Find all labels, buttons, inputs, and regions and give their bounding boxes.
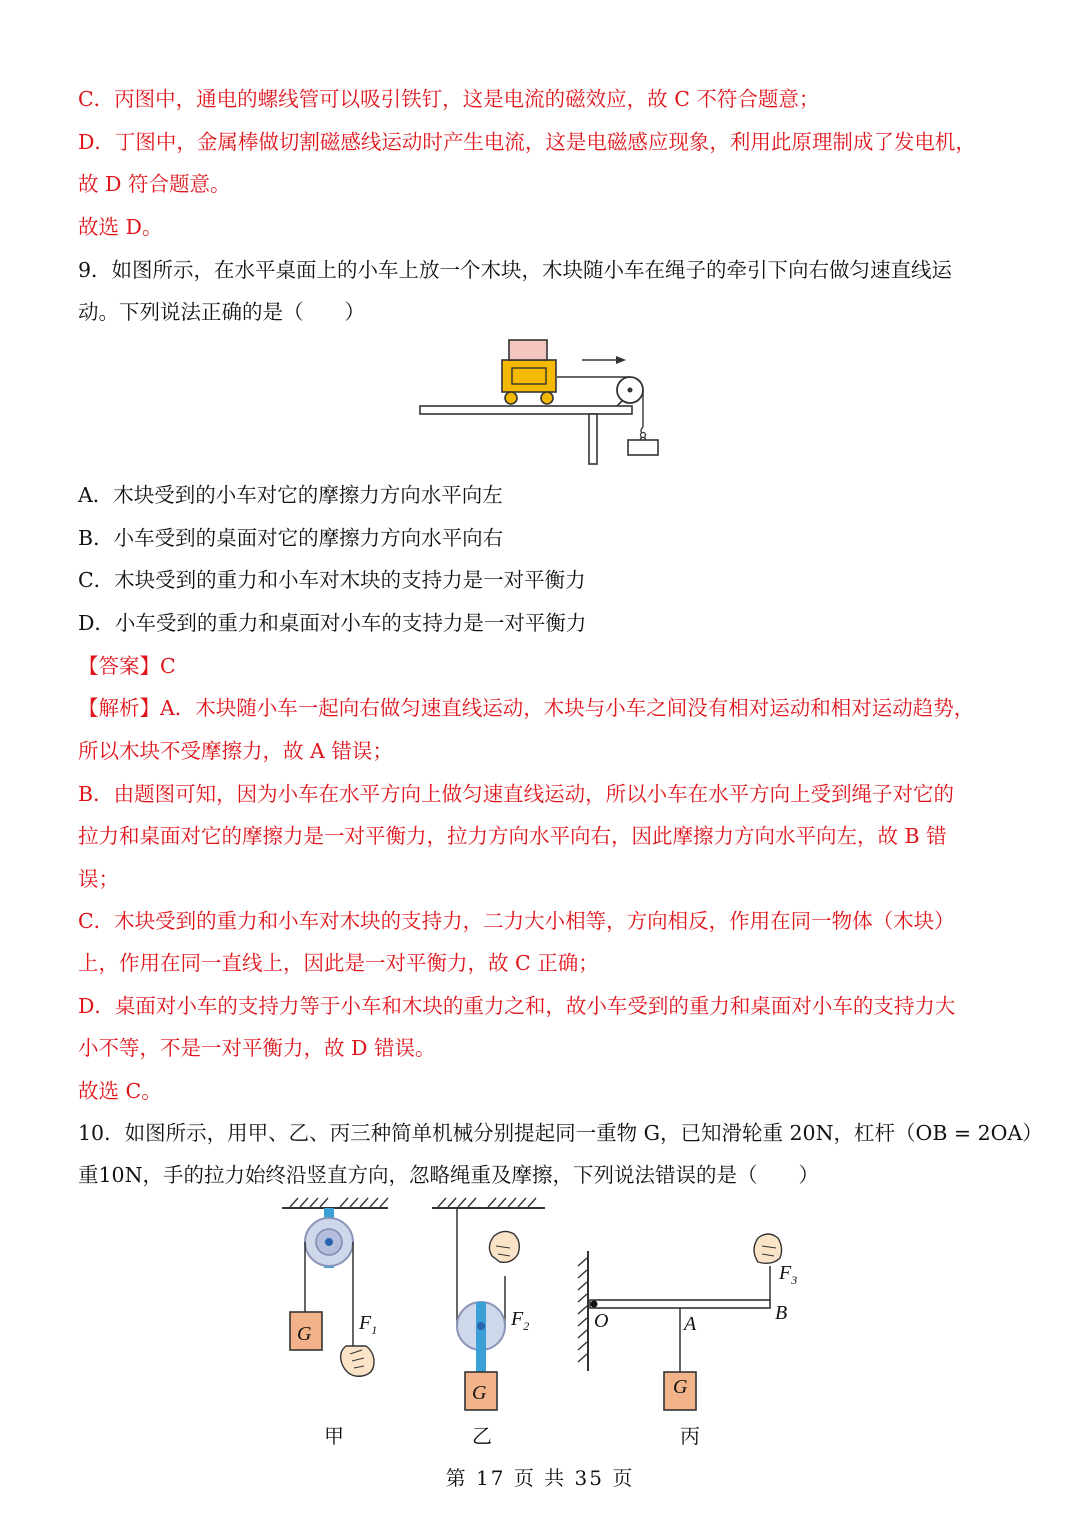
- q9-option-c: C．木块受到的重力和小车对木块的支持力是一对平衡力: [78, 568, 586, 592]
- pivot-o: [591, 1301, 598, 1308]
- prev-answer-d-line2: 故 D 符合题意。: [78, 172, 231, 196]
- q10-stem-line2: 重10N，手的拉力始终沿竖直方向，忽略绳重及摩擦，下列说法错误的是（ ）: [78, 1163, 820, 1187]
- wood-block: [509, 340, 547, 360]
- prev-answer-d-line1: D．丁图中，金属棒做切割磁感线运动时产生电流，这是电磁感应现象，利用此原理制成了发电机，: [78, 130, 976, 154]
- table-leg: [589, 414, 597, 464]
- label-jia: 甲: [324, 1424, 344, 1448]
- label-g-bing: G: [673, 1376, 688, 1398]
- label-b: B: [775, 1302, 788, 1324]
- cart-wheel: [541, 392, 553, 404]
- label-yi: 乙: [472, 1424, 492, 1448]
- q9-analysis-line: 【解析】A．木块随小车一起向右做匀速直线运动，木块与小车之间没有相对运动和相对运动趋势，: [78, 696, 975, 720]
- q9-option-b: B．小车受到的桌面对它的摩擦力方向水平向右: [78, 526, 504, 550]
- label-bing: 丙: [680, 1424, 700, 1448]
- q9-analysis-line: 误；: [78, 867, 119, 891]
- lever-bar: [590, 1300, 770, 1308]
- q9-analysis-line: 上，作用在同一直线上，因此是一对平衡力，故 C 正确；: [78, 951, 599, 975]
- label-o: O: [594, 1310, 609, 1332]
- q9-analysis-choice: 故选 C。: [78, 1079, 162, 1103]
- label-g-yi: G: [472, 1382, 487, 1404]
- q9-cart-figure: [412, 332, 662, 472]
- label-f3: $F_3$: [779, 1262, 798, 1287]
- q9-analysis-line: D．桌面对小车的支持力等于小车和木块的重力之和，故小车受到的重力和桌面对小车的支持力大: [78, 994, 956, 1018]
- label-f2: $F_2$: [511, 1308, 530, 1333]
- cart-body: [502, 360, 556, 392]
- q9-stem-line2: 动。下列说法正确的是（ ）: [78, 300, 365, 324]
- page-footer: [0, 1462, 1080, 1491]
- hand-icon: [754, 1234, 782, 1263]
- page-number: 第 17 页 共 35 页: [445, 1466, 635, 1490]
- q9-analysis-line: C．木块受到的重力和小车对木块的支持力，二力大小相等，方向相反，作用在同一物体（木块）: [78, 909, 955, 933]
- q9-answer: 【答案】C: [78, 654, 176, 678]
- q9-stem-line1: 9．如图所示，在水平桌面上的小车上放一个木块，木块随小车在绳子的牵引下向右做匀速直线运: [78, 258, 953, 282]
- prev-answer-choice: 故选 D。: [78, 215, 163, 239]
- q9-analysis-line: 所以木块不受摩擦力，故 A 错误；: [78, 739, 393, 763]
- q9-analysis-line: 拉力和桌面对它的摩擦力是一对平衡力，拉力方向水平向右，因此摩擦力方向水平向左，故 B 错: [78, 824, 947, 848]
- q10-stem-line1: 10．如图所示，用甲、乙、丙三种简单机械分别提起同一重物 G，已知滑轮重 20N，杠杆（OB = 2OA）: [78, 1121, 1043, 1145]
- hand-icon: [341, 1346, 374, 1376]
- q9-option-a: A．木块受到的小车对它的摩擦力方向水平向左: [78, 483, 503, 507]
- label-g-jia: G: [297, 1323, 312, 1345]
- q9-analysis-line: 小不等，不是一对平衡力，故 D 错误。: [78, 1036, 436, 1060]
- q9-analysis-line: B．由题图可知，因为小车在水平方向上做匀速直线运动，所以小车在水平方向上受到绳子对它的: [78, 782, 955, 806]
- figure-jia: [280, 1196, 390, 1396]
- cart-wheel: [505, 392, 517, 404]
- figure-yi: [430, 1196, 550, 1416]
- label-f1: $F_1$: [359, 1312, 378, 1337]
- label-a: A: [684, 1313, 697, 1335]
- q9-option-d: D．小车受到的重力和桌面对小车的支持力是一对平衡力: [78, 611, 587, 635]
- table-top: [420, 406, 632, 414]
- prev-answer-c: C．丙图中，通电的螺线管可以吸引铁钉，这是电流的磁效应，故 C 不符合题意；: [78, 87, 820, 111]
- pulley-bracket: [476, 1302, 486, 1372]
